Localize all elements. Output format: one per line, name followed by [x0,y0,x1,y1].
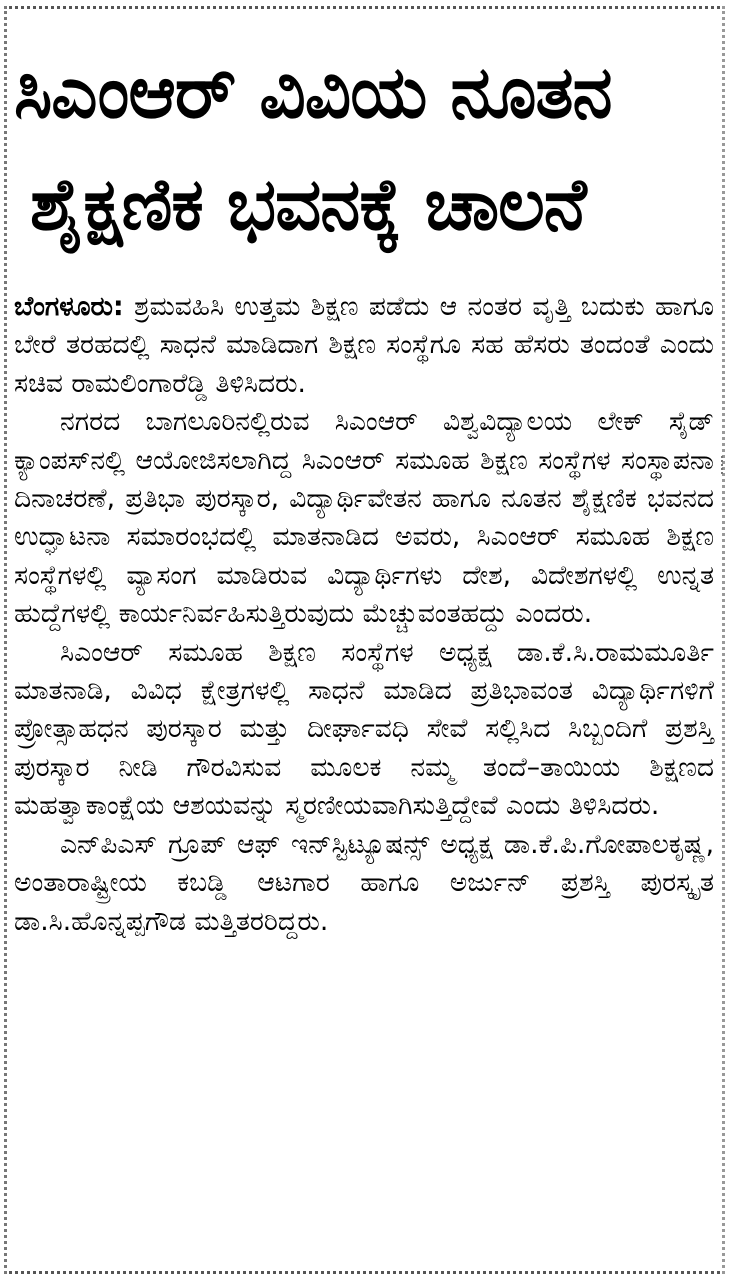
dateline: ಬೆಂಗಳೂರು: [14,291,124,322]
article-paragraph-4: ಎನ್‌ಪಿಎಸ್ ಗ್ರೂಪ್ ಆಫ್ ಇನ್‌ಸ್ಟಿಟ್ಯೂಷನ್ಸ್ ಅಧ್ಯಕ್ಷ ಡಾ.ಕೆ.ಪಿ.ಗೋಪಾಲಕೃಷ್ಣ, ಅಂತಾರಾಷ್ಟ್ರೀಯ ಕಬಡ್ಡಿ ಆಟಗಾರ ಹಾಗೂ ಅರ್ಜುನ್ ಪ್ರಶಸ್ತಿ ಪುರಸ್ಕೃತ ಡಾ.ಸಿ.ಹೊನ್ನಪ್ಪಗೌಡ ಮತ್ತಿತರರಿದ್ದರು. [14,828,714,937]
article-body [14,288,714,941]
paragraph-text: ಶ್ರಮವಹಿಸಿ ಉತ್ತಮ ಶಿಕ್ಷಣ ಪಡೆದು ಆ ನಂತರ ವೃತ್ತಿ ಬದುಕು ಹಾಗೂ ಬೇರೆ ತರಹದಲ್ಲಿ ಸಾಧನೆ ಮಾಡಿದಾಗ ಶಿಕ್ಷಣ ಸಂಸ್ಥೆಗೂ ಸಹ ಹೆಸರು ತಂದಂತೆ ಎಂದು ಸಚಿವ ರಾಮಲಿಂಗಾರೆಡ್ಡಿ ತಿಳಿಸಿದರು. [14,291,714,399]
article-paragraph-3: ಸಿಎಂಆರ್ ಸಮೂಹ ಶಿಕ್ಷಣ ಸಂಸ್ಥೆಗಳ ಅಧ್ಯಕ್ಷ ಡಾ.ಕೆ.ಸಿ.ರಾಮಮೂರ್ತಿ ಮಾತನಾಡಿ, ವಿವಿಧ ಕ್ಷೇತ್ರಗಳಲ್ಲಿ ಸಾಧನೆ ಮಾಡಿದ ಪ್ರತಿಭಾವಂತ ವಿದ್ಯಾರ್ಥಿಗಳಿಗೆ ಪ್ರೋತ್ಸಾಹಧನ ಪುರಸ್ಕಾರ ಮತ್ತು ದೀರ್ಘಾವಧಿ ಸೇವೆ ಸಲ್ಲಿಸಿದ ಸಿಬ್ಬಂದಿಗೆ ಪ್ರಶಸ್ತಿ ಪುರಸ್ಕಾರ ನೀಡಿ ಗೌರವಿಸುವ ಮೂಲಕ ನಮ್ಮ ತಂದೆ–ತಾಯಿಯ ಶಿಕ್ಷಣದ ಮಹತ್ವಾಕಾಂಕ್ಷೆಯ ಆಶಯವನ್ನು ಸ್ಮರಣೀಯವಾಗಿಸುತ್ತಿದ್ದೇವೆ ಎಂದು ತಿಳಿಸಿದರು. [14,636,714,822]
article [14,36,714,941]
article-paragraph-1 [14,288,714,403]
dotted-border-top [4,6,725,9]
edge-mark [721,456,727,474]
dotted-border-bottom [4,1271,725,1274]
headline-line-1: ಸಿಎಂಆರ್ ವಿವಿಯ ನೂತನ [14,50,612,134]
headline-line-2: ಶೈಕ್ಷಣಿಕ ಭವನಕ್ಕೆ ಚಾಲನೆ [30,162,586,246]
dotted-border-left [4,6,7,1274]
dotted-border-right [722,6,725,1274]
article-paragraph-2: ನಗರದ ಬಾಗಲೂರಿನಲ್ಲಿರುವ ಸಿಎಂಆರ್ ವಿಶ್ವವಿದ್ಯಾಲಯ ಲೇಕ್ ಸೈಡ್ ಕ್ಯಾಂಪಸ್‌ನಲ್ಲಿ ಆಯೋಜಿಸಲಾಗಿದ್ದ ಸಿಎಂಆರ್ ಸಮೂಹ ಶಿಕ್ಷಣ ಸಂಸ್ಥೆಗಳ ಸಂಸ್ಥಾಪನಾ ದಿನಾಚರಣೆ, ಪ್ರತಿಭಾ ಪುರಸ್ಕಾರ, ವಿದ್ಯಾರ್ಥಿವೇತನ ಹಾಗೂ ನೂತನ ಶೈಕ್ಷಣಿಕ ಭವನದ ಉದ್ಘಾಟನಾ ಸಮಾರಂಭದಲ್ಲಿ ಮಾತನಾಡಿದ ಅವರು, ಸಿಎಂಆರ್ ಸಮೂಹ ಶಿಕ್ಷಣ ಸಂಸ್ಥೆಗಳಲ್ಲಿ ವ್ಯಾಸಂಗ ಮಾಡಿರುವ ವಿದ್ಯಾರ್ಥಿಗಳು ದೇಶ, ವಿದೇಶಗಳಲ್ಲಿ ಉನ್ನತ ಹುದ್ದೆಗಳಲ್ಲಿ ಕಾರ್ಯನಿರ್ವಹಿಸುತ್ತಿರುವುದು ಮೆಚ್ಚುವಂತಹದ್ದು ಎಂದರು. [14,406,714,630]
headline [14,36,714,260]
